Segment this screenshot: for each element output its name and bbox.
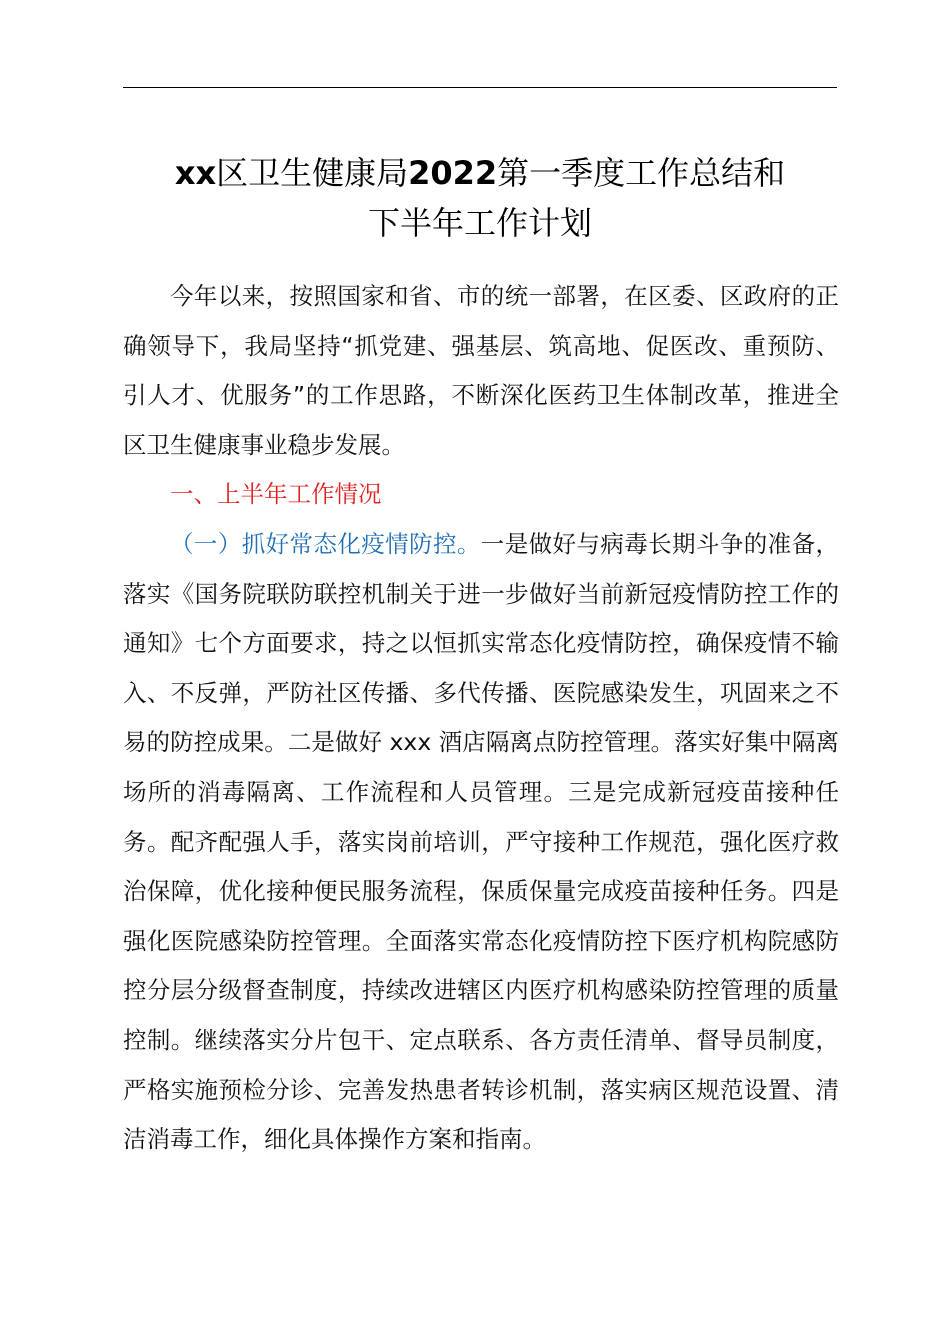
header-rule [123, 87, 837, 88]
title-rest: 第一季度工作总结和 [497, 154, 786, 192]
title-year: 2022 [408, 154, 498, 192]
subsection-paragraph-1 [123, 520, 839, 1165]
subsection-heading-1: （一）抓好常态化疫情防控。 [170, 529, 481, 558]
title-prefix: xx [174, 154, 217, 192]
section-heading-1: 一、上半年工作情况 [170, 480, 382, 509]
title-line-2: 下半年工作计划 [367, 204, 592, 242]
document-title [110, 148, 850, 248]
subsection-body-1: 一是做好与病毒长期斗争的准备，落实《国务院联防联控机制关于进一步做好当前新冠疫情防控工作的通知》七个方面要求，持之以恒抓实常态化疫情防控，确保疫情不输入、不反弹，严防社区传播、多代传播、医院感染发生，巩固来之不易的防控成果。二是做好 xxx 酒店隔离点防控管理。落实好集中隔离场所的消毒隔离、工作流程和人员管理。三是完成新冠疫苗接种任务。配齐配强人手，落实岗前培训，严守接种工作规范，强化医疗救治保障，优化接种便民服务流程，保质保量完成疫苗接种任务。四是强化医院感染防控管理。全面落实常态化疫情防控下医疗机构院感防控分层分级督查制度，持续改进辖区内医疗机构感染防控管理的质量控制。继续落实分片包干、定点联系、各方责任清单、督导员制度，严格实施预检分诊、完善发热患者转诊机制，落实病区规范设置、清洁消毒工作，细化具体操作方案和指南。 [123, 529, 840, 1154]
intro-paragraph: 今年以来，按照国家和省、市的统一部署，在区委、区政府的正确领导下，我局坚持“抓党建、强基层、筑高地、促医改、重预防、引人才、优服务”的工作思路，不断深化医药卫生体制改革，推进全区卫生健康事业稳步发展。 [123, 282, 839, 459]
document-body [123, 272, 839, 1165]
title-line-1 [110, 148, 850, 198]
title-org: 区卫生健康局 [216, 154, 409, 192]
